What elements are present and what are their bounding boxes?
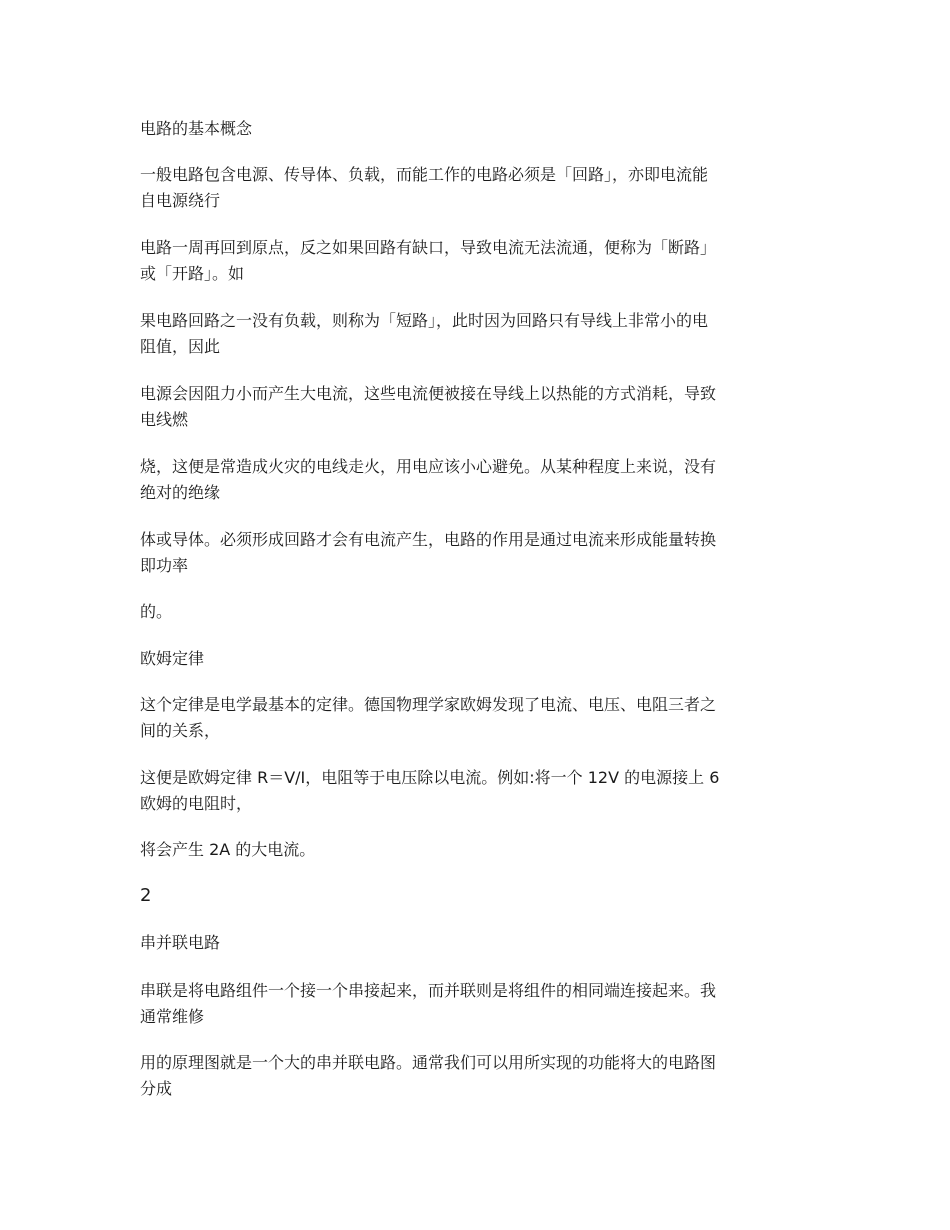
- page-number: [140, 883, 805, 909]
- paragraph: [140, 235, 805, 287]
- text-line: 电路的基本概念: [140, 119, 253, 138]
- paragraph: [140, 162, 805, 214]
- paragraph: [140, 454, 805, 506]
- text-line: 电源会因阻力小而产生大电流，这些电流便被接在导线上以热能的方式消耗，导致: [140, 384, 717, 403]
- text-line: 体或导体。必须形成回路才会有电流产生，电路的作用是通过电流来形成能量转换: [140, 530, 717, 549]
- text-line: 串联是将电路组件一个接一个串接起来，而并联则是将组件的相同端连接起来。我: [140, 981, 717, 1000]
- text-line: 欧姆定律: [140, 649, 205, 668]
- text-line: 分成: [140, 1079, 173, 1098]
- paragraph: [140, 381, 805, 433]
- text-line: 这个定律是电学最基本的定律。德国物理学家欧姆发现了电流、电压、电阻三者之: [140, 695, 717, 714]
- heading-circuit-basics: [140, 116, 805, 142]
- text-line: 或「开路」。如: [140, 264, 245, 283]
- paragraph: [140, 978, 805, 1030]
- heading-series-parallel: [140, 930, 805, 956]
- text-line: 用的原理图就是一个大的串并联电路。通常我们可以用所实现的功能将大的电路图: [140, 1053, 717, 1072]
- text-line: 通常维修: [140, 1007, 205, 1026]
- text-line: 阻值，因此: [140, 337, 221, 356]
- text-line: 电线燃: [140, 410, 189, 429]
- paragraph: [140, 837, 805, 863]
- text-line: 一般电路包含电源、传导体、负载，而能工作的电路必须是「回路」，亦即电流能: [140, 165, 709, 184]
- paragraph: [140, 599, 805, 625]
- paragraph: [140, 308, 805, 360]
- paragraph: [140, 527, 805, 579]
- text-line: 间的关系，: [140, 721, 221, 740]
- paragraph: [140, 692, 805, 744]
- text-line: 串并联电路: [140, 933, 221, 952]
- text-line: 果电路回路之一没有负载，则称为「短路」，此时因为回路只有导线上非常小的电: [140, 311, 709, 330]
- paragraph: [140, 1050, 805, 1102]
- text-line: 自电源绕行: [140, 191, 221, 210]
- text-line: 这便是欧姆定律 R＝V/I，电阻等于电压除以电流。例如:将一个 12V 的电源接上 6: [140, 768, 720, 787]
- text-line: 将会产生 2A 的大电流。: [140, 840, 316, 859]
- text-line: 烧，这便是常造成火灾的电线走火，用电应该小心避免。从某种程度上来说，没有: [140, 457, 717, 476]
- text-line: 欧姆的电阻时，: [140, 794, 253, 813]
- text-line: 即功率: [140, 556, 189, 575]
- paragraph: [140, 765, 805, 817]
- text-line: 绝对的绝缘: [140, 483, 221, 502]
- text-line: 2: [140, 885, 152, 906]
- text-line: 电路一周再回到原点，反之如果回路有缺口，导致电流无法流通，便称为「断路」: [140, 238, 717, 257]
- text-line: 的。: [140, 602, 173, 621]
- heading-ohms-law: [140, 646, 805, 672]
